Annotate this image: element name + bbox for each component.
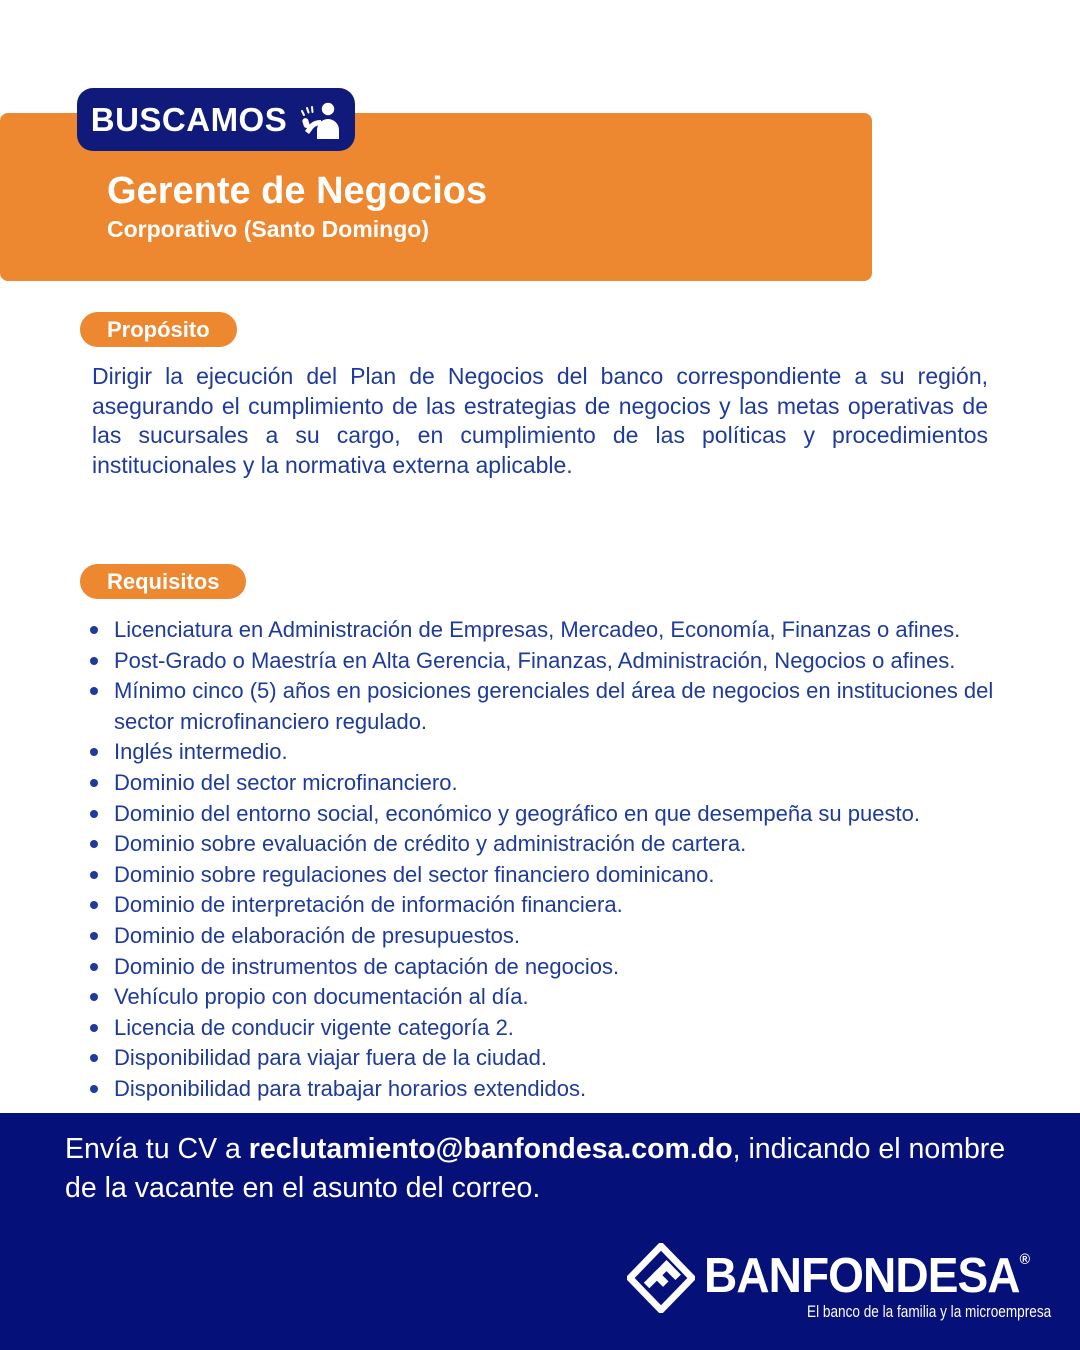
list-item — [88, 799, 1018, 830]
list-item-text: Post-Grado o Maestría en Alta Gerencia, Finanzas, Administración, Negocios o afines. — [114, 647, 956, 673]
bullet-icon — [90, 840, 98, 848]
registered-mark: ® — [1019, 1251, 1030, 1268]
bullet-icon — [90, 748, 98, 756]
bullet-icon — [90, 993, 98, 1001]
list-item-text: Inglés intermedio. — [114, 739, 288, 765]
requisitos-pill: Requisitos — [80, 564, 246, 599]
brand-tagline: El banco de la familia y la microempresa — [806, 1302, 1051, 1321]
requirements-list — [88, 615, 1018, 1105]
bullet-icon — [90, 963, 98, 971]
cta-suffix: , indicando el nombre de la vacante en el asunto del correo. — [65, 1133, 1006, 1204]
list-item-text: Disponibilidad para viajar fuera de la ciudad. — [114, 1045, 547, 1071]
list-item-text: Licenciatura en Administración de Empresas, Mercadeo, Economía, Finanzas o afines. — [114, 617, 961, 642]
list-item-text: Dominio del sector microfinanciero. — [114, 769, 458, 795]
list-item — [88, 1074, 1018, 1105]
list-item — [88, 1013, 1018, 1044]
waving-person-icon — [299, 101, 341, 139]
buscamos-badge — [77, 88, 355, 151]
list-item-text: Licencia de conducir vigente categoría 2. — [114, 1014, 514, 1040]
list-item-text: Dominio del entorno social, económico y geográfico en que desempeña su puesto. — [114, 800, 920, 826]
proposito-text: Dirigir la ejecución del Plan de Negocios del banco correspondiente a su región, asegurando el cumplimiento de las estrategias de negocios y las metas operativas de las sucursales a su cargo, en cumplimiento de las políticas y procedimientos institucionales y la normativa externa aplicable. — [92, 363, 988, 478]
list-item — [88, 615, 1018, 646]
job-title: Gerente de Negocios — [107, 170, 488, 212]
bullet-icon — [90, 1054, 98, 1062]
list-item — [88, 646, 1018, 677]
job-subtitle: Corporativo (Santo Domingo) — [107, 216, 429, 242]
buscamos-label: BUSCAMOS — [90, 100, 288, 138]
list-item-text: Mínimo cinco (5) años en posiciones gerenciales del área de negocios en instituciones del sector microfinanciero regulado. — [114, 678, 994, 734]
banfondesa-diamond-logo-icon — [627, 1243, 695, 1313]
bullet-icon — [90, 901, 98, 909]
list-item-text: Dominio sobre regulaciones del sector financiero dominicano. — [114, 861, 715, 887]
brand-wordmark — [704, 1235, 1030, 1301]
list-item-text: Vehículo propio con documentación al día. — [114, 984, 529, 1010]
list-item — [88, 952, 1018, 983]
bullet-icon — [90, 1024, 98, 1032]
list-item-text: Disponibilidad para trabajar horarios extendidos. — [114, 1075, 587, 1101]
list-item-text: Dominio de elaboración de presupuestos. — [114, 922, 521, 948]
bullet-icon — [90, 687, 98, 695]
cta-prefix: Envía tu CV a — [65, 1133, 249, 1165]
banfondesa-logo — [627, 1235, 1051, 1321]
brand-name: BANFONDESA — [704, 1249, 1020, 1303]
list-item — [88, 676, 1018, 737]
bullet-icon — [90, 626, 98, 634]
bullet-icon — [90, 657, 98, 665]
list-item — [88, 829, 1018, 860]
list-item-text: Dominio de interpretación de información financiera. — [114, 892, 623, 918]
list-item — [88, 860, 1018, 891]
bullet-icon — [90, 932, 98, 940]
proposito-pill: Propósito — [80, 312, 237, 347]
list-item — [88, 1043, 1018, 1074]
cta-text — [65, 1130, 1025, 1208]
bullet-icon — [90, 871, 98, 879]
list-item — [88, 921, 1018, 952]
list-item — [88, 890, 1018, 921]
list-item-text: Dominio sobre evaluación de crédito y administración de cartera. — [114, 831, 747, 857]
bullet-icon — [90, 1085, 98, 1093]
logo-text-block — [704, 1235, 1051, 1321]
list-item — [88, 737, 1018, 768]
list-item — [88, 982, 1018, 1013]
list-item — [88, 768, 1018, 799]
cta-email: reclutamiento@banfondesa.com.do — [248, 1133, 733, 1165]
footer-band — [0, 1113, 1080, 1350]
bullet-icon — [90, 810, 98, 818]
list-item-text: Dominio de instrumentos de captación de negocios. — [114, 953, 620, 979]
bullet-icon — [90, 779, 98, 787]
